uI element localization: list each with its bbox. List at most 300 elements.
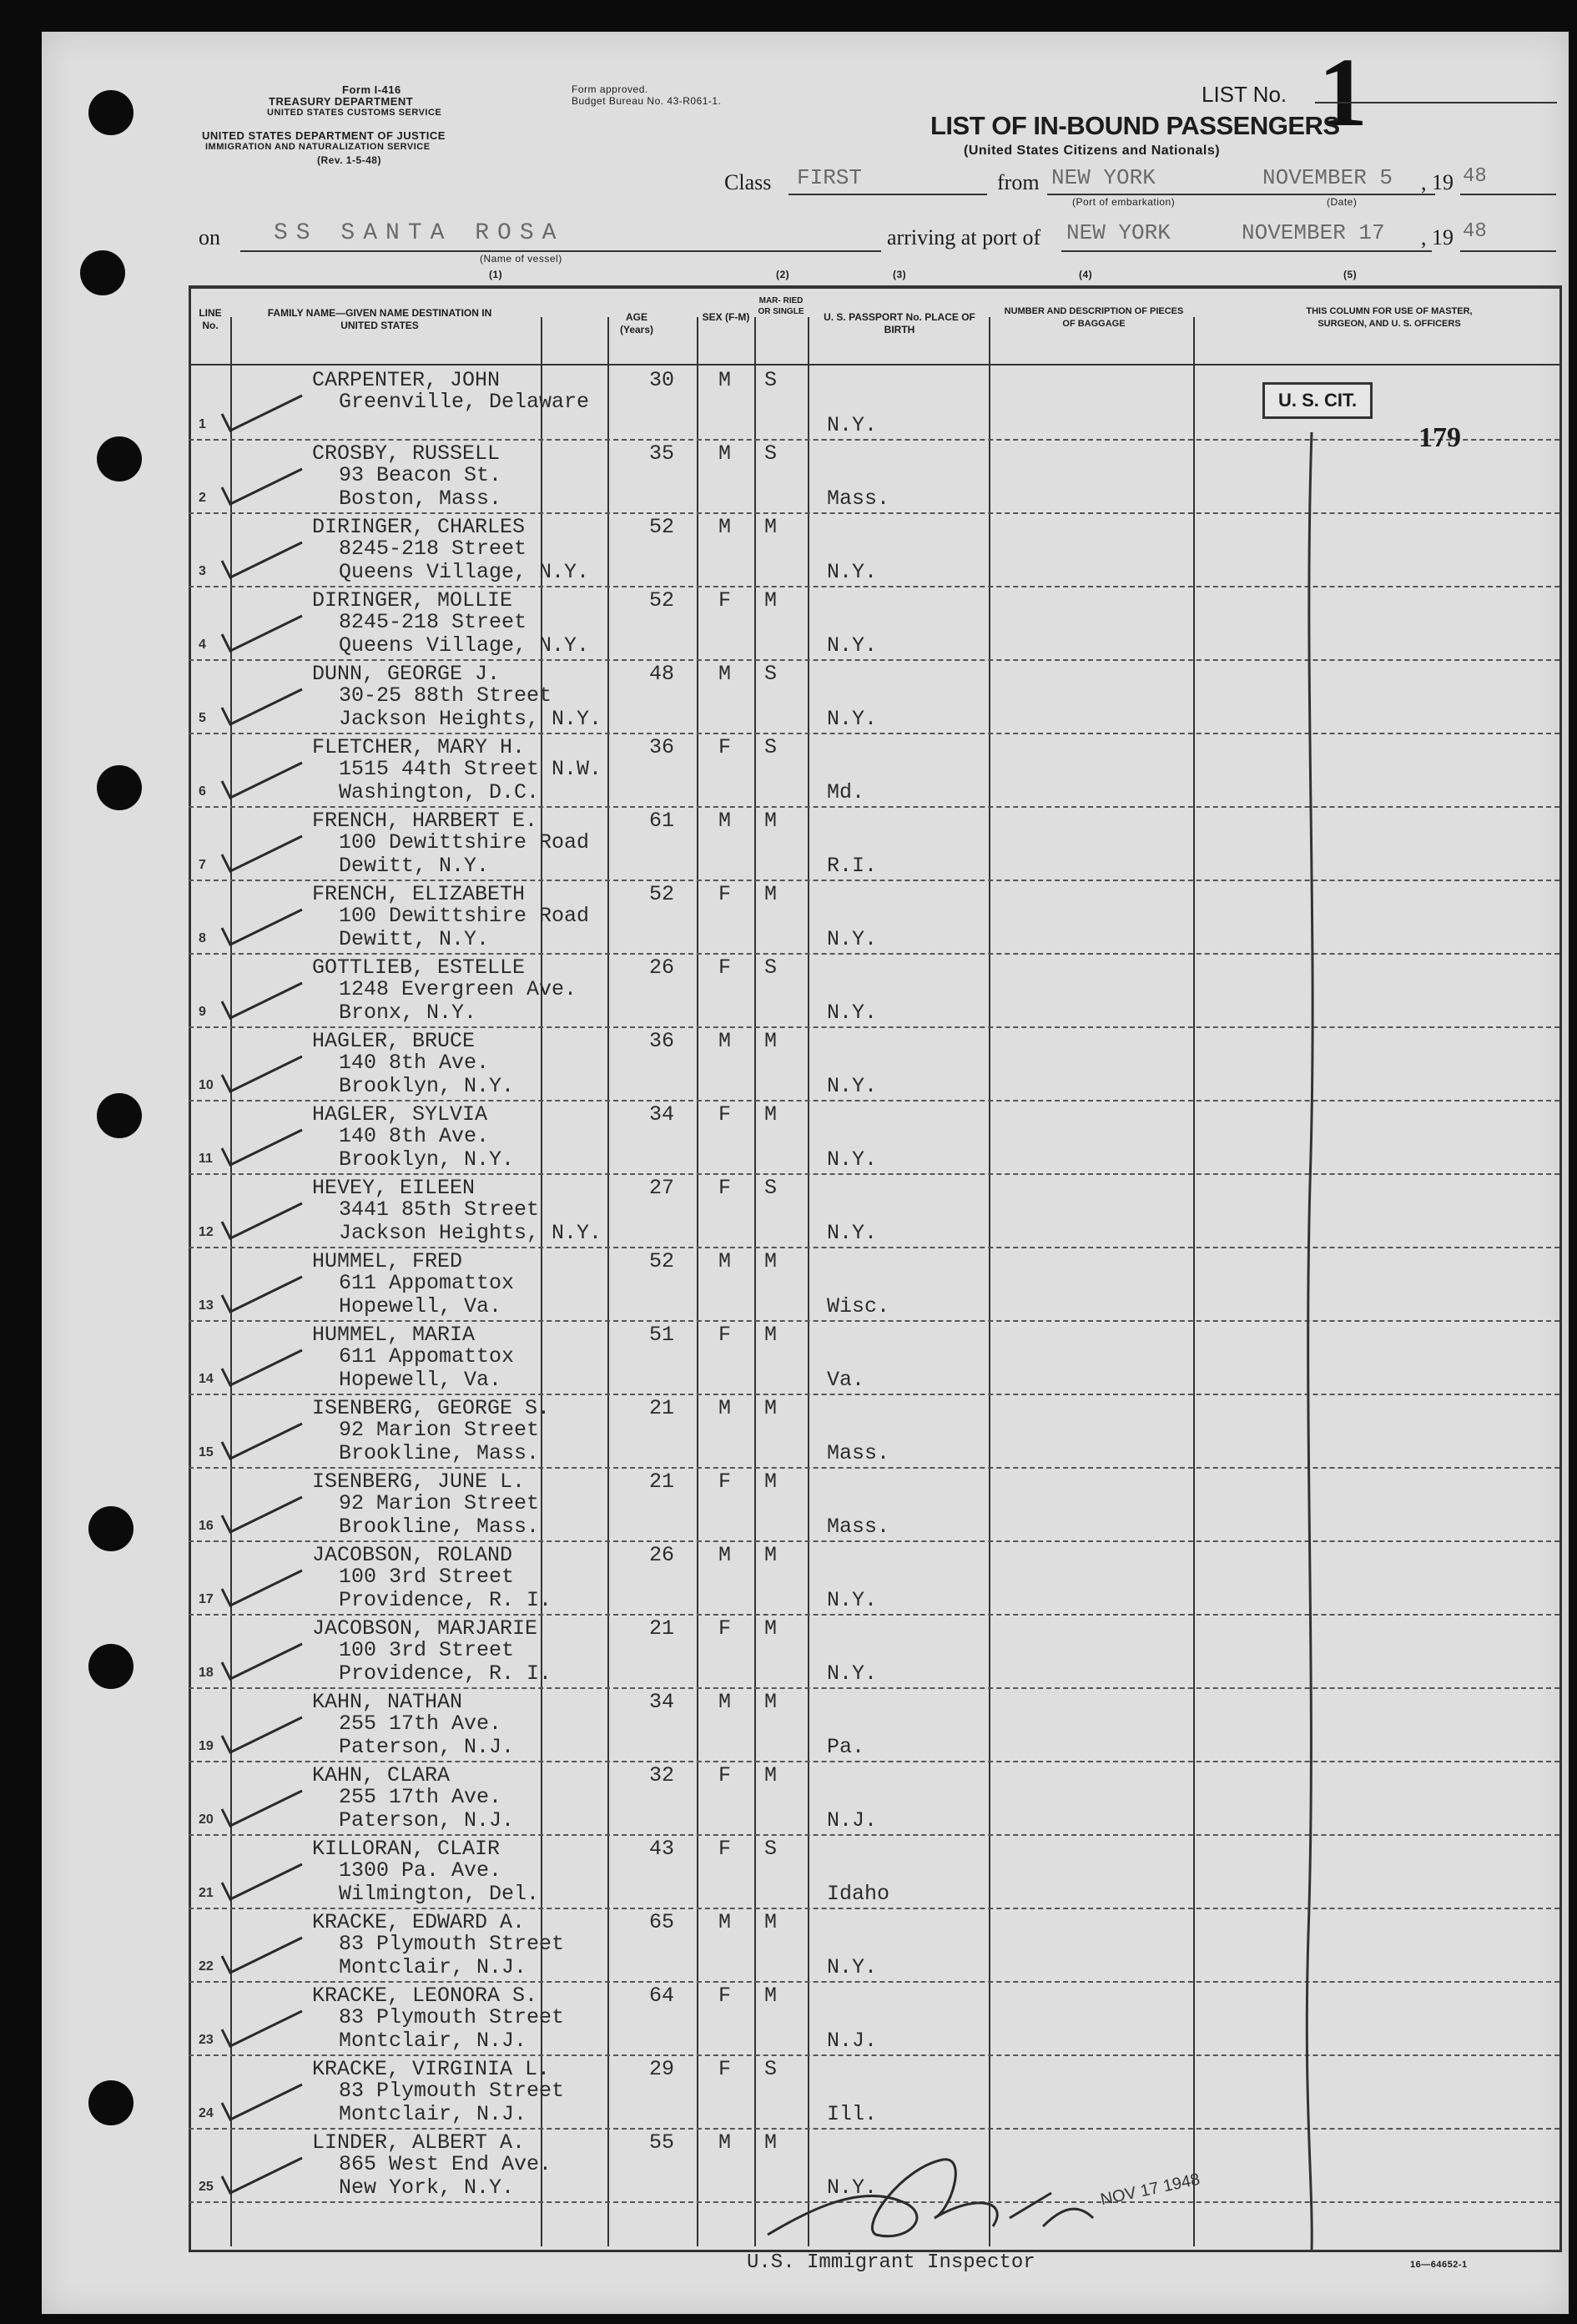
address-line-2: Queens Village, N.Y. bbox=[339, 560, 590, 584]
marital-status: M bbox=[764, 1543, 778, 1567]
marital-status: M bbox=[764, 1396, 778, 1420]
address-line-2: Hopewell, Va. bbox=[339, 1368, 502, 1392]
marital-status: M bbox=[764, 1323, 778, 1347]
passenger-name: DIRINGER, MOLLIE bbox=[312, 588, 513, 613]
address-line-2: Brookline, Mass. bbox=[339, 1515, 540, 1539]
marital-status: S bbox=[764, 368, 778, 392]
justice-dept: UNITED STATES DEPARTMENT OF JUSTICE bbox=[202, 129, 446, 142]
line-number: 24 bbox=[199, 2106, 214, 2120]
passenger-name: CROSBY, RUSSELL bbox=[312, 441, 501, 466]
address-line-1: 1248 Evergreen Ave. bbox=[339, 977, 577, 1001]
address-line-1: Greenville, Delaware bbox=[339, 390, 590, 414]
address-line-1: 30-25 88th Street bbox=[339, 683, 552, 708]
table-row bbox=[189, 1026, 1559, 1102]
binder-hole bbox=[97, 1093, 142, 1138]
binder-hole bbox=[88, 2080, 134, 2125]
place-of-birth: N.Y. bbox=[827, 1001, 878, 1025]
passenger-name: HAGLER, SYLVIA bbox=[312, 1102, 488, 1127]
place-of-birth: N.Y. bbox=[827, 413, 878, 437]
class-underline bbox=[788, 194, 987, 195]
address-line-1: 140 8th Ave. bbox=[339, 1124, 490, 1148]
address-line-1: 83 Plymouth Street bbox=[339, 2005, 565, 2029]
binder-hole bbox=[88, 90, 134, 135]
line-number: 4 bbox=[199, 638, 206, 652]
passenger-name: LINDER, ALBERT A. bbox=[312, 2130, 526, 2155]
port-embark-label: (Port of embarkation) bbox=[1072, 196, 1176, 208]
age: 48 bbox=[649, 662, 675, 686]
line-number: 16 bbox=[199, 1519, 214, 1533]
address-line-1: 3441 85th Street bbox=[339, 1197, 540, 1222]
line-number: 22 bbox=[199, 1959, 214, 1974]
table-row bbox=[189, 953, 1559, 1028]
table-row bbox=[189, 1540, 1559, 1616]
place-of-birth: Mass. bbox=[827, 486, 890, 511]
form-approved: Form approved. bbox=[572, 83, 648, 95]
vessel-underline bbox=[240, 250, 881, 252]
line-number: 13 bbox=[199, 1298, 214, 1313]
check-mark-icon bbox=[219, 2078, 310, 2128]
passenger-name: JACOBSON, ROLAND bbox=[312, 1543, 513, 1567]
address-line-2: Montclair, N.J. bbox=[339, 2102, 527, 2126]
line-number: 25 bbox=[199, 2180, 214, 2194]
col-num-5: (5) bbox=[1343, 269, 1358, 280]
sex: F bbox=[718, 1102, 732, 1127]
header-line-no: LINE No. bbox=[199, 307, 222, 331]
table-row bbox=[189, 1100, 1559, 1175]
sex: F bbox=[718, 882, 732, 906]
manifest-page bbox=[42, 32, 1569, 2314]
sex: M bbox=[718, 662, 732, 686]
place-of-birth: N.Y. bbox=[827, 927, 878, 951]
check-mark-icon bbox=[219, 462, 310, 512]
place-of-birth: N.Y. bbox=[827, 1147, 878, 1172]
place-of-birth: N.Y. bbox=[827, 1074, 878, 1098]
line-number: 2 bbox=[199, 491, 206, 505]
check-mark-icon bbox=[219, 1784, 310, 1834]
ins-service: IMMIGRATION AND NATURALIZATION SERVICE bbox=[205, 142, 431, 152]
marital-status: S bbox=[764, 2057, 778, 2081]
address-line-1: 83 Plymouth Street bbox=[339, 1932, 565, 1956]
place-of-birth: Ill. bbox=[827, 2102, 878, 2126]
marital-status: M bbox=[764, 2130, 778, 2155]
table-row bbox=[189, 1614, 1559, 1689]
table-row bbox=[189, 1687, 1559, 1762]
from-label: from bbox=[997, 170, 1040, 194]
passenger-name: KRACKE, VIRGINIA L. bbox=[312, 2057, 551, 2081]
sex: F bbox=[718, 1176, 732, 1200]
passenger-name: JACOBSON, MARJARIE bbox=[312, 1616, 538, 1641]
check-mark-icon bbox=[219, 609, 310, 659]
sex: M bbox=[718, 809, 732, 833]
age: 36 bbox=[649, 1029, 675, 1053]
sex: M bbox=[718, 1910, 732, 1934]
address-line-1: 92 Marion Street bbox=[339, 1418, 540, 1442]
address-line-1: 8245-218 Street bbox=[339, 610, 527, 634]
budget-bureau: Budget Bureau No. 43-R061-1. bbox=[572, 95, 722, 107]
depart-date: NOVEMBER 5 bbox=[1262, 165, 1393, 190]
place-of-birth: N.Y. bbox=[827, 707, 878, 731]
address-line-1: 100 Dewittshire Road bbox=[339, 830, 590, 854]
place-of-birth: Mass. bbox=[827, 1515, 890, 1539]
age: 30 bbox=[649, 368, 675, 392]
passenger-name: KAHN, NATHAN bbox=[312, 1690, 463, 1714]
passenger-name: FLETCHER, MARY H. bbox=[312, 735, 526, 759]
age: 55 bbox=[649, 2130, 675, 2155]
from-value: NEW YORK bbox=[1051, 165, 1156, 190]
line-number: 17 bbox=[199, 1592, 214, 1606]
binder-hole bbox=[80, 250, 125, 295]
line-number: 21 bbox=[199, 1886, 214, 1900]
col-num-1: (1) bbox=[489, 269, 503, 280]
passenger-name: DUNN, GEORGE J. bbox=[312, 662, 501, 686]
marital-status: M bbox=[764, 1616, 778, 1641]
place-of-birth: N.Y. bbox=[827, 2175, 878, 2200]
vessel-label: (Name of vessel) bbox=[480, 253, 562, 265]
place-of-birth: N.Y. bbox=[827, 1588, 878, 1612]
sex: F bbox=[718, 1984, 732, 2008]
check-mark-icon bbox=[219, 1417, 310, 1467]
age: 65 bbox=[649, 1910, 675, 1934]
line-number: 3 bbox=[199, 564, 206, 578]
age: 34 bbox=[649, 1690, 675, 1714]
marital-status: M bbox=[764, 1470, 778, 1494]
date-label: (Date) bbox=[1327, 196, 1358, 208]
line-number: 10 bbox=[199, 1078, 214, 1092]
check-mark-icon bbox=[219, 1270, 310, 1320]
place-of-birth: Md. bbox=[827, 780, 865, 804]
check-mark-icon bbox=[219, 1197, 310, 1247]
place-of-birth: Wisc. bbox=[827, 1294, 890, 1318]
sex: M bbox=[718, 1543, 732, 1567]
class-value: FIRST bbox=[797, 165, 863, 190]
age: 52 bbox=[649, 1249, 675, 1273]
binder-hole bbox=[88, 1506, 134, 1551]
vessel-name: SS SANTA ROSA bbox=[274, 220, 565, 246]
passenger-name: KRACKE, LEONORA S. bbox=[312, 1984, 538, 2008]
marital-status: S bbox=[764, 662, 778, 686]
marital-status: M bbox=[764, 809, 778, 833]
check-mark-icon bbox=[219, 756, 310, 806]
table-row bbox=[189, 659, 1559, 734]
place-of-birth: N.Y. bbox=[827, 1661, 878, 1686]
list-no-underline bbox=[1315, 102, 1557, 103]
passenger-name: HAGLER, BRUCE bbox=[312, 1029, 476, 1053]
address-line-2: Brooklyn, N.Y. bbox=[339, 1147, 515, 1172]
check-mark-icon bbox=[219, 1711, 310, 1761]
officer-vertical-stroke bbox=[1293, 432, 1343, 2251]
address-line-1: 865 West End Ave. bbox=[339, 2152, 552, 2176]
line-number: 9 bbox=[199, 1005, 206, 1019]
line-number: 1 bbox=[199, 417, 206, 431]
check-mark-icon bbox=[219, 829, 310, 880]
check-mark-icon bbox=[219, 1564, 310, 1614]
line-number: 23 bbox=[199, 2033, 214, 2047]
age: 61 bbox=[649, 809, 675, 833]
address-line-1: 611 Appomattox bbox=[339, 1344, 515, 1369]
passenger-name: HEVEY, EILEEN bbox=[312, 1176, 476, 1200]
marital-status: S bbox=[764, 955, 778, 980]
marital-status: S bbox=[764, 1176, 778, 1200]
place-of-birth: R.I. bbox=[827, 854, 878, 878]
age: 29 bbox=[649, 2057, 675, 2081]
date-underline bbox=[1256, 194, 1435, 195]
address-line-2: Montclair, N.J. bbox=[339, 1955, 527, 1979]
age: 35 bbox=[649, 441, 675, 466]
address-line-1: 100 3rd Street bbox=[339, 1638, 515, 1662]
address-line-1: 255 17th Ave. bbox=[339, 1785, 502, 1809]
age: 52 bbox=[649, 882, 675, 906]
inspector-signature bbox=[743, 2135, 1126, 2260]
age: 32 bbox=[649, 1763, 675, 1787]
check-mark-icon bbox=[219, 1931, 310, 1981]
footer-code: 16—64652-1 bbox=[1410, 2260, 1468, 2270]
place-of-birth: N.Y. bbox=[827, 1221, 878, 1245]
arriving-label: arriving at port of bbox=[887, 225, 1041, 250]
binder-hole bbox=[97, 765, 142, 810]
age: 26 bbox=[649, 1543, 675, 1567]
col-num-2: (2) bbox=[776, 269, 790, 280]
sex: M bbox=[718, 1249, 732, 1273]
place-of-birth: N.Y. bbox=[827, 560, 878, 584]
sex: F bbox=[718, 1470, 732, 1494]
age: 21 bbox=[649, 1470, 675, 1494]
marital-status: M bbox=[764, 1029, 778, 1053]
passenger-name: HUMMEL, FRED bbox=[312, 1249, 463, 1273]
address-line-2: Jackson Heights, N.Y. bbox=[339, 707, 602, 731]
arrival-port: NEW YORK bbox=[1066, 220, 1171, 245]
table-row bbox=[189, 512, 1559, 587]
age: 51 bbox=[649, 1323, 675, 1347]
address-line-2: Brookline, Mass. bbox=[339, 1441, 540, 1465]
address-line-1: 140 8th Ave. bbox=[339, 1051, 490, 1075]
address-line-1: 611 Appomattox bbox=[339, 1271, 515, 1295]
sex: F bbox=[718, 588, 732, 613]
year-underline-1 bbox=[1460, 194, 1556, 195]
line-number: 8 bbox=[199, 931, 206, 945]
passenger-name: KAHN, CLARA bbox=[312, 1763, 451, 1787]
table-row bbox=[189, 1394, 1559, 1469]
header-officers: THIS COLUMN FOR USE OF MASTER, SURGEON, AND U. S. OFFICERS bbox=[1306, 306, 1473, 329]
line-number: 12 bbox=[199, 1225, 214, 1239]
age: 52 bbox=[649, 588, 675, 613]
passenger-name: ISENBERG, JUNE L. bbox=[312, 1470, 526, 1494]
table-row bbox=[189, 2054, 1559, 2130]
class-label: Class bbox=[724, 170, 772, 194]
table-row bbox=[189, 1761, 1559, 1836]
form-number: Form I-416 bbox=[342, 83, 401, 96]
address-line-2: Providence, R. I. bbox=[339, 1588, 552, 1612]
list-no-label: LIST No. bbox=[1202, 82, 1287, 107]
us-citizen-stamp: U. S. CIT. bbox=[1262, 382, 1373, 419]
table-row bbox=[189, 439, 1559, 514]
marital-status: M bbox=[764, 1690, 778, 1714]
table-row bbox=[189, 1173, 1559, 1248]
sex: M bbox=[718, 368, 732, 392]
place-of-birth: Pa. bbox=[827, 1735, 865, 1759]
table-row bbox=[189, 1908, 1559, 1983]
marital-status: S bbox=[764, 441, 778, 466]
address-line-2: Paterson, N.J. bbox=[339, 1808, 515, 1832]
table-row bbox=[189, 806, 1559, 881]
sex: M bbox=[718, 441, 732, 466]
age: 26 bbox=[649, 955, 675, 980]
stamp-number: 179 bbox=[1418, 422, 1461, 453]
place-of-birth: Va. bbox=[827, 1368, 865, 1392]
sex: F bbox=[718, 955, 732, 980]
sex: F bbox=[718, 2057, 732, 2081]
address-line-2: Brooklyn, N.Y. bbox=[339, 1074, 515, 1098]
age: 43 bbox=[649, 1837, 675, 1861]
line-number: 15 bbox=[199, 1445, 214, 1459]
address-line-2: Montclair, N.J. bbox=[339, 2029, 527, 2053]
marital-status: S bbox=[764, 735, 778, 759]
age: 27 bbox=[649, 1176, 675, 1200]
address-line-2: Dewitt, N.Y. bbox=[339, 927, 490, 951]
marital-status: M bbox=[764, 1102, 778, 1127]
address-line-2: Boston, Mass. bbox=[339, 486, 502, 511]
address-line-1: 1300 Pa. Ave. bbox=[339, 1858, 502, 1883]
passenger-name: DIRINGER, CHARLES bbox=[312, 515, 526, 539]
check-mark-icon bbox=[219, 976, 310, 1026]
address-line-2: Wilmington, Del. bbox=[339, 1882, 540, 1906]
revision: (Rev. 1-5-48) bbox=[317, 154, 381, 166]
signature-date: NOV 17 1948 bbox=[1098, 2170, 1202, 2210]
table-row bbox=[189, 586, 1559, 661]
line-number: 20 bbox=[199, 1812, 214, 1827]
line-number: 11 bbox=[199, 1152, 213, 1166]
treasury-dept: TREASURY DEPARTMENT bbox=[269, 95, 414, 108]
place-of-birth: Mass. bbox=[827, 1441, 890, 1465]
binder-hole bbox=[88, 1644, 134, 1689]
address-line-2: Paterson, N.J. bbox=[339, 1735, 515, 1759]
table-row bbox=[189, 1467, 1559, 1542]
header-baggage: NUMBER AND DESCRIPTION OF PIECES OF BAGGAGE bbox=[1004, 306, 1184, 329]
line-number: 5 bbox=[199, 711, 206, 725]
table-row bbox=[189, 1834, 1559, 1909]
sex: M bbox=[718, 2130, 732, 2155]
check-mark-icon bbox=[219, 903, 310, 953]
marital-status: M bbox=[764, 1763, 778, 1787]
sex: F bbox=[718, 1323, 732, 1347]
sex: F bbox=[718, 1763, 732, 1787]
address-line-2: Bronx, N.Y. bbox=[339, 1001, 477, 1025]
check-mark-icon bbox=[219, 2004, 310, 2054]
address-line-2: Dewitt, N.Y. bbox=[339, 854, 490, 878]
passenger-name: ISENBERG, GEORGE S. bbox=[312, 1396, 551, 1420]
passenger-name: CARPENTER, JOHN bbox=[312, 368, 501, 392]
age: 52 bbox=[649, 515, 675, 539]
table-row bbox=[189, 733, 1559, 808]
binder-hole bbox=[97, 436, 142, 481]
age: 36 bbox=[649, 735, 675, 759]
sex: M bbox=[718, 515, 732, 539]
address-line-1: 83 Plymouth Street bbox=[339, 2079, 565, 2103]
year-prefix-2: , 19 bbox=[1421, 225, 1454, 250]
marital-status: M bbox=[764, 588, 778, 613]
sex: M bbox=[718, 1396, 732, 1420]
address-line-2: Providence, R. I. bbox=[339, 1661, 552, 1686]
marital-status: S bbox=[764, 1837, 778, 1861]
header-married: MAR- RIED OR SINGLE bbox=[758, 296, 804, 316]
passenger-name: FRENCH, HARBERT E. bbox=[312, 809, 538, 833]
manifest-title: LIST OF IN-BOUND PASSENGERS bbox=[930, 111, 1340, 140]
col-num-3: (3) bbox=[893, 269, 907, 280]
table-row bbox=[189, 880, 1559, 955]
check-mark-icon bbox=[219, 536, 310, 586]
line-number: 14 bbox=[199, 1372, 214, 1386]
header-age: AGE (Years) bbox=[619, 311, 654, 335]
address-line-2: Queens Village, N.Y. bbox=[339, 633, 590, 658]
check-mark-icon bbox=[219, 1343, 310, 1394]
year-prefix-1: , 19 bbox=[1421, 170, 1454, 194]
place-of-birth: N.J. bbox=[827, 1808, 878, 1832]
check-mark-icon bbox=[219, 683, 310, 733]
age: 21 bbox=[649, 1616, 675, 1641]
marital-status: M bbox=[764, 515, 778, 539]
check-mark-icon bbox=[219, 389, 310, 439]
check-mark-icon bbox=[219, 1123, 310, 1173]
table-row bbox=[189, 1320, 1559, 1395]
col-num-4: (4) bbox=[1079, 269, 1093, 280]
arrival-date: NOVEMBER 17 bbox=[1242, 220, 1385, 245]
address-line-1: 100 Dewittshire Road bbox=[339, 904, 590, 928]
customs-service: UNITED STATES CUSTOMS SERVICE bbox=[267, 108, 442, 118]
address-line-1: 255 17th Ave. bbox=[339, 1711, 502, 1736]
check-mark-icon bbox=[219, 1490, 310, 1540]
place-of-birth: N.Y. bbox=[827, 633, 878, 658]
sex: F bbox=[718, 735, 732, 759]
line-number: 7 bbox=[199, 858, 206, 872]
sex: M bbox=[718, 1029, 732, 1053]
manifest-subtitle: (United States Citizens and Nationals) bbox=[964, 144, 1221, 158]
from-underline bbox=[1047, 194, 1262, 195]
header-passport: U. S. PASSPORT No. PLACE OF BIRTH bbox=[824, 311, 975, 335]
marital-status: M bbox=[764, 1249, 778, 1273]
place-of-birth: N.Y. bbox=[827, 1955, 878, 1979]
table-row bbox=[189, 1981, 1559, 2056]
address-line-2: Hopewell, Va. bbox=[339, 1294, 502, 1318]
address-line-1: 93 Beacon St. bbox=[339, 463, 502, 487]
age: 64 bbox=[649, 1984, 675, 2008]
passenger-name: FRENCH, ELIZABETH bbox=[312, 882, 526, 906]
on-label: on bbox=[199, 225, 220, 250]
sex: M bbox=[718, 1690, 732, 1714]
sex: F bbox=[718, 1837, 732, 1861]
address-line-2: Washington, D.C. bbox=[339, 780, 540, 804]
inspector-label: U.S. Immigrant Inspector bbox=[747, 2251, 1035, 2274]
check-mark-icon bbox=[219, 1050, 310, 1100]
line-number: 18 bbox=[199, 1666, 214, 1680]
table-row bbox=[189, 1247, 1559, 1322]
year-underline-2 bbox=[1460, 250, 1556, 252]
address-line-1: 8245-218 Street bbox=[339, 537, 527, 561]
header-sex: SEX (F-M) bbox=[702, 311, 750, 323]
address-line-1: 92 Marion Street bbox=[339, 1491, 540, 1515]
marital-status: M bbox=[764, 882, 778, 906]
passenger-name: GOTTLIEB, ESTELLE bbox=[312, 955, 526, 980]
marital-status: M bbox=[764, 1984, 778, 2008]
marital-status: M bbox=[764, 1910, 778, 1934]
address-line-2: New York, N.Y. bbox=[339, 2175, 515, 2200]
place-of-birth: N.J. bbox=[827, 2029, 878, 2053]
line-number: 19 bbox=[199, 1739, 214, 1753]
arrival-date-underline bbox=[1265, 250, 1432, 252]
arrival-port-underline bbox=[1061, 250, 1265, 252]
passenger-name: KILLORAN, CLAIR bbox=[312, 1837, 501, 1861]
line-number: 6 bbox=[199, 784, 206, 799]
place-of-birth: Idaho bbox=[827, 1882, 890, 1906]
address-line-2: Jackson Heights, N.Y. bbox=[339, 1221, 602, 1245]
